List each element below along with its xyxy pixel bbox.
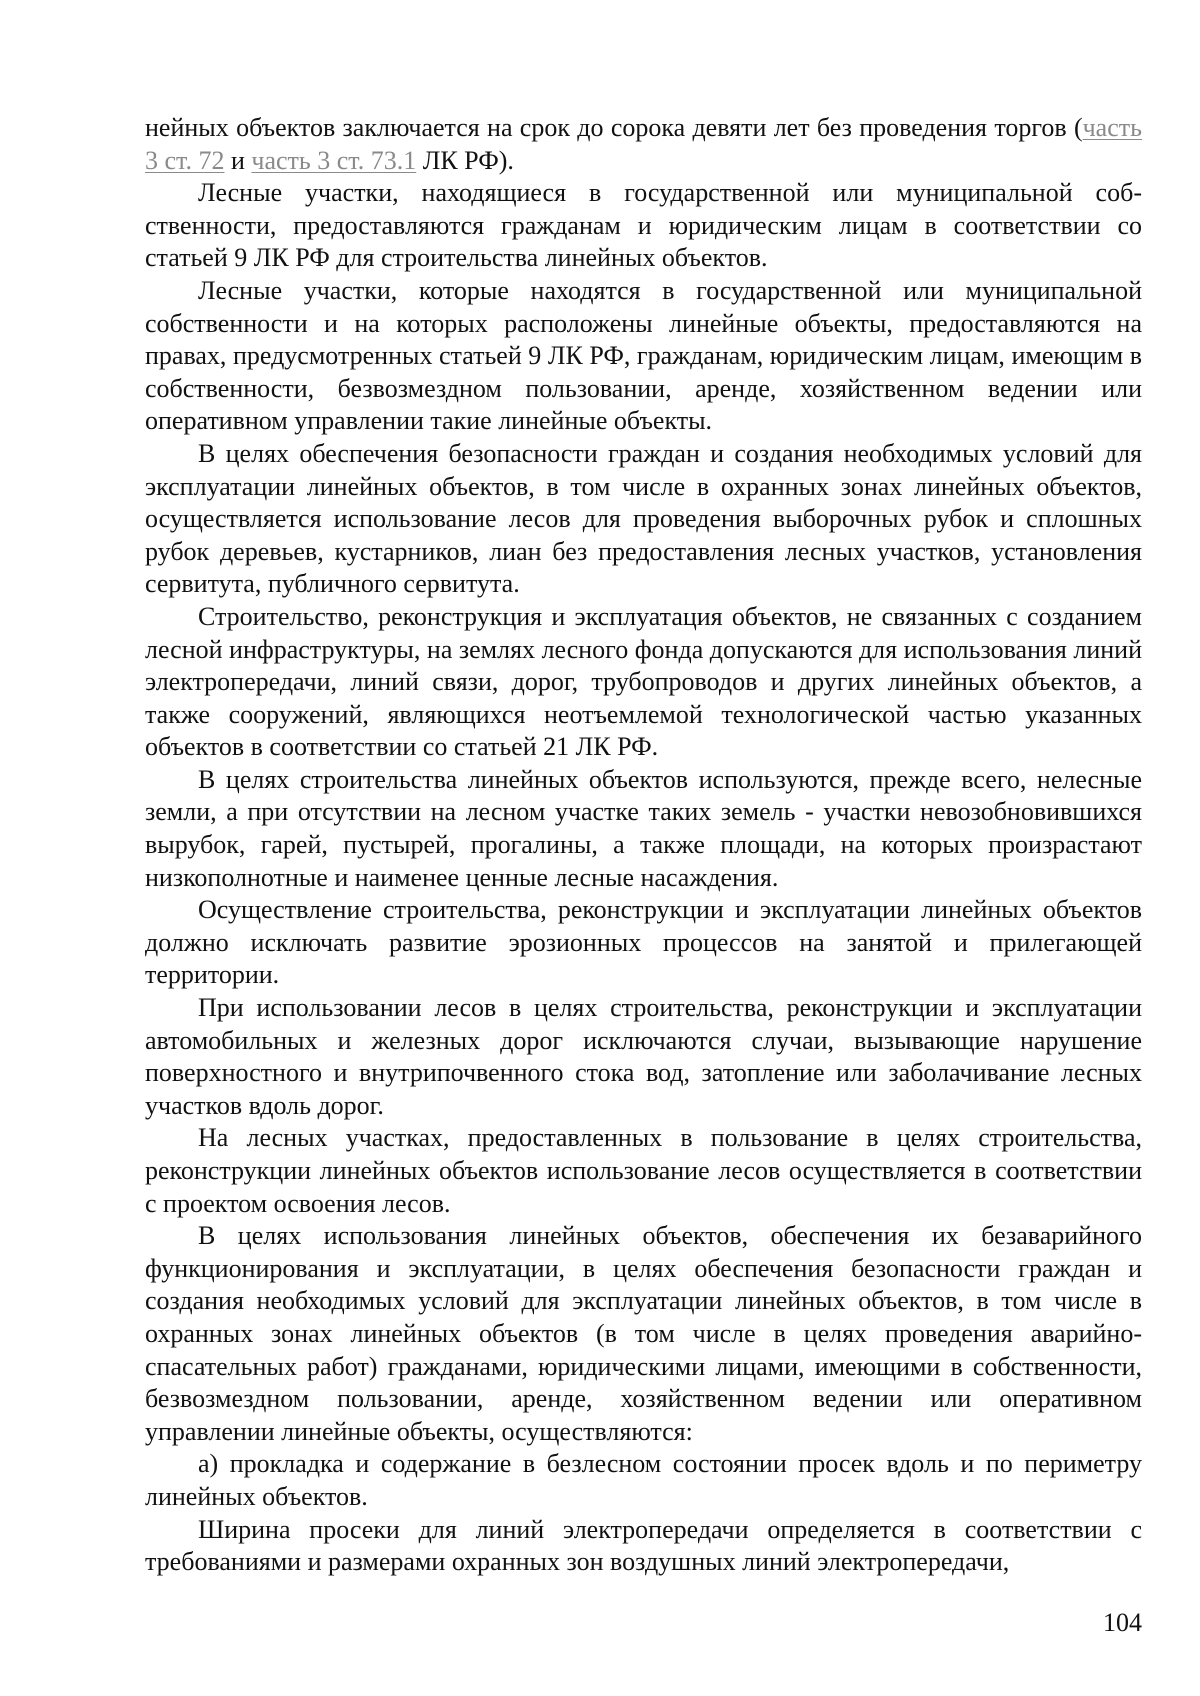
paragraph: При использовании лесов в целях строительства, реконструкции и эксплуатации автомобильных и железных дорог исключаются случаи, вызывающие нарушение поверхностного и внутрипочвенного стока вод, затопление или заболачивание лесных участков вдоль дорог. [145,993,1142,1120]
paragraph-text: ЛК РФ). [416,145,514,175]
paragraph: Лесные участки, которые находятся в государственной или муниципальной собственности и на которых расположены линейные объекты, предоставляются на правах, предусмотренных статьей 9 ЛК РФ, гражданам, юридическим лицам, имеющим в собственности, безвозмездном пользовании, аренде, хозяйственном ведении или оперативном управлении такие линейные объекты. [145,275,1142,436]
paragraph: На лесных участках, предоставленных в пользование в целях строительства, реконструкции линейных объектов использование лесов осуществляется в соответствии с проектом освоения лесов. [145,1123,1142,1218]
page-number: 104 [1103,1608,1142,1637]
paragraph: В целях обеспечения безопасности граждан и создания необходимых условий для эксплуатации линейных объектов, в том числе в охранных зонах линейных объектов, осуществляется использование лесов для проведения выборочных рубок и сплошных рубок деревьев, кустарников, лиан без предоставления лесных участков, установления сервитута, публичного сервитута. [145,438,1142,599]
paragraph: Лесные участки, находящиеся в государственной или муниципальной собственности, предоставляются гражданам и юридическим лицам в соответствии со статьей 9 ЛК РФ для строительства линейных объектов. [145,178,1142,273]
list-item-a: а) прокладка и содержание в безлесном состоянии просек вдоль и по периметру линейных объектов. [145,1449,1142,1511]
paragraph: В целях строительства линейных объектов используются, прежде всего, нелесные земли, а при отсутствии на лесном участке таких земель - участки невозобновившихся вырубок, гарей, пустырей, прогалины, а также площади, на которых произрастают низкополнотные и наименее ценные лесные насаждения. [145,764,1142,892]
link-part-3-art-72[interactable]: часть 3 ст. 72 [145,113,1142,175]
link-part-3-art-73-1[interactable]: часть 3 ст. 73.1 [251,145,417,175]
paragraph-text: нейных объектов заключается на срок до сорока девяти лет без проведения торгов ( [145,113,1083,142]
paragraph-continuation [145,112,1142,177]
document-body [145,112,1142,1579]
paragraph: Строительство, реконструкция и эксплуатация объектов, не связанных с созданием лесной инфраструктуры, на землях лесного фонда допускаются для использования линий электропередачи, линий связи, дорог, трубопроводов и других линейных объектов, а также сооружений, являющихся неотъемлемой технологической частью указанных объектов в соответствии со статьей 21 ЛК РФ. [145,601,1142,762]
paragraph: Осуществление строительства, реконструкции и эксплуатации линейных объектов должно исключать развитие эрозионных процессов на занятой и прилегающей территории. [145,895,1142,990]
paragraph-text: и [224,145,252,175]
paragraph: В целях использования линейных объектов, обеспечения их безаварийного функционирования и эксплуатации, в целях обеспечения безопасности граждан и создания необходимых условий для эксплуатации линейных объектов, в том числе в охранных зонах линейных объектов (в том числе в целях проведения аварийно-спасательных работ) гражданами, юридическими лицами, имеющими в собственности, безвозмездном пользовании, аренде, хозяйственном ведении или оперативном управлении линейные объекты, осуществляются: [145,1221,1142,1446]
paragraph: Ширина просеки для линий электропередачи определяется в соответствии с требованиями и размерами охранных зон воздушных линий электропередачи, [145,1514,1142,1577]
